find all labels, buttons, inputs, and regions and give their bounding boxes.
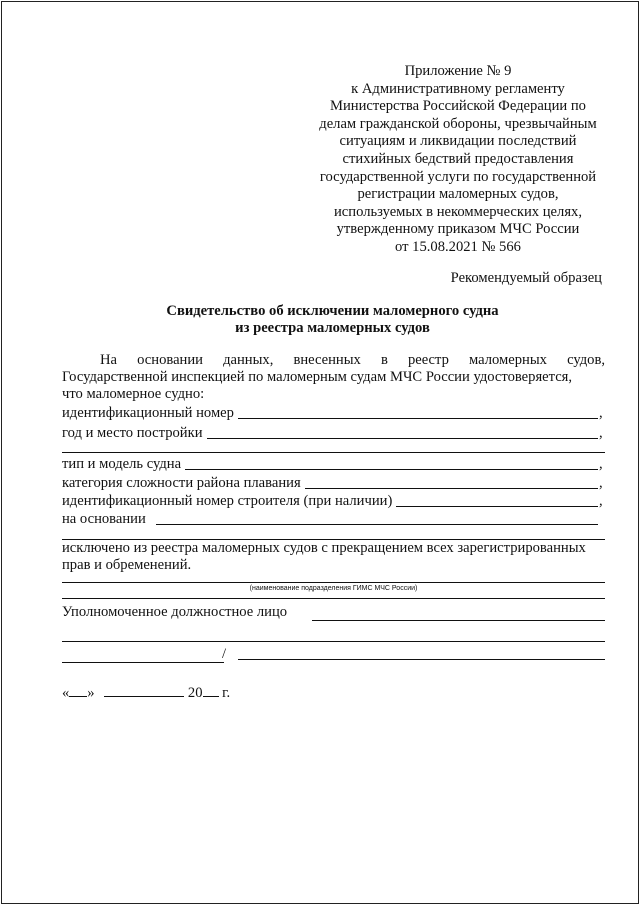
title-line-1: Свидетельство об исключении маломерного судна: [166, 303, 499, 319]
title-line-2: из реестра маломерных судов: [235, 320, 430, 336]
appendix-line: регистрации маломерных судов,: [357, 186, 559, 203]
type-model-line[interactable]: [185, 457, 598, 470]
basis-line[interactable]: [156, 512, 598, 525]
year-place-continuation-line[interactable]: [62, 452, 605, 453]
department-name-line[interactable]: [62, 582, 605, 583]
year-blank[interactable]: [203, 684, 219, 697]
day-blank[interactable]: [69, 684, 87, 697]
comma: ,: [599, 425, 603, 441]
basis-field[interactable]: [62, 510, 605, 528]
full-name-line[interactable]: [238, 659, 605, 660]
id-number-field[interactable]: [62, 404, 605, 422]
appendix-line: к Административному регламенту: [351, 80, 565, 97]
department-name-caption: (наименование подразделения ГИМС МЧС России): [249, 585, 418, 592]
excluded-line-2: прав и обременений.: [62, 557, 192, 573]
appendix-line: Приложение № 9: [404, 63, 512, 79]
authorized-official-label: Уполномоченное должностное лицо: [62, 604, 288, 620]
authorized-official-line[interactable]: [312, 620, 605, 621]
builder-id-field[interactable]: [62, 492, 605, 510]
signature-line[interactable]: [62, 662, 224, 663]
category-field[interactable]: [62, 474, 605, 492]
appendix-line: от 15.08.2021 № 566: [395, 238, 521, 255]
intro-line-2: Государственной инспекцией по маломерным судам МЧС России удостоверяется,: [62, 369, 573, 385]
appendix-line: государственной услуги по государственной: [319, 168, 597, 185]
builder-id-line[interactable]: [396, 494, 598, 507]
appendix-line: делам гражданской обороны, чрезвычайным: [319, 115, 597, 132]
comma: ,: [599, 493, 603, 509]
open-quote: «: [62, 685, 70, 701]
id-number-line[interactable]: [238, 406, 598, 419]
year-place-label: год и место постройки: [62, 425, 203, 441]
appendix-line: используемых в некоммерческих целях,: [334, 203, 582, 220]
signature-slash: /: [222, 646, 227, 662]
type-model-label: тип и модель судна: [62, 456, 182, 472]
excluded-line-1: исключено из реестра маломерных судов с прекращением всех зарегистрированных: [62, 540, 586, 556]
intro-line-1: На основании данных, внесенных в реестр маломерных судов,: [100, 352, 605, 368]
category-line[interactable]: [305, 476, 598, 489]
intro-line-3: что маломерное судно:: [62, 386, 205, 402]
appendix-block: [300, 63, 616, 257]
date-field: [62, 684, 230, 702]
intro-paragraph: [62, 352, 605, 403]
comma: ,: [599, 456, 603, 472]
year-suffix: г.: [222, 685, 231, 701]
year-place-field[interactable]: [62, 424, 605, 442]
appendix-line: Министерства Российской Федерации по: [330, 98, 586, 115]
sample-label: Рекомендуемый образец: [450, 270, 602, 286]
basis-label: на основании: [62, 511, 146, 527]
department-name-second-line[interactable]: [62, 598, 605, 599]
type-model-field[interactable]: [62, 455, 605, 473]
year-prefix: 20: [187, 685, 203, 701]
document-title: [60, 303, 605, 337]
month-blank[interactable]: [104, 684, 184, 697]
comma: ,: [599, 405, 603, 421]
category-label: категория сложности района плавания: [62, 475, 301, 491]
year-place-line[interactable]: [207, 426, 598, 439]
close-quote: »: [87, 685, 95, 701]
excluded-paragraph: [62, 540, 605, 574]
appendix-line: утвержденному приказом МЧС России: [336, 221, 580, 238]
appendix-line: ситуациям и ликвидации последствий: [339, 133, 577, 150]
official-position-line[interactable]: [62, 641, 605, 642]
appendix-line: стихийных бедствий предоставления: [342, 150, 574, 167]
comma: ,: [599, 475, 603, 491]
builder-id-label: идентификационный номер строителя (при наличии): [62, 493, 393, 509]
id-number-label: идентификационный номер: [62, 405, 234, 421]
